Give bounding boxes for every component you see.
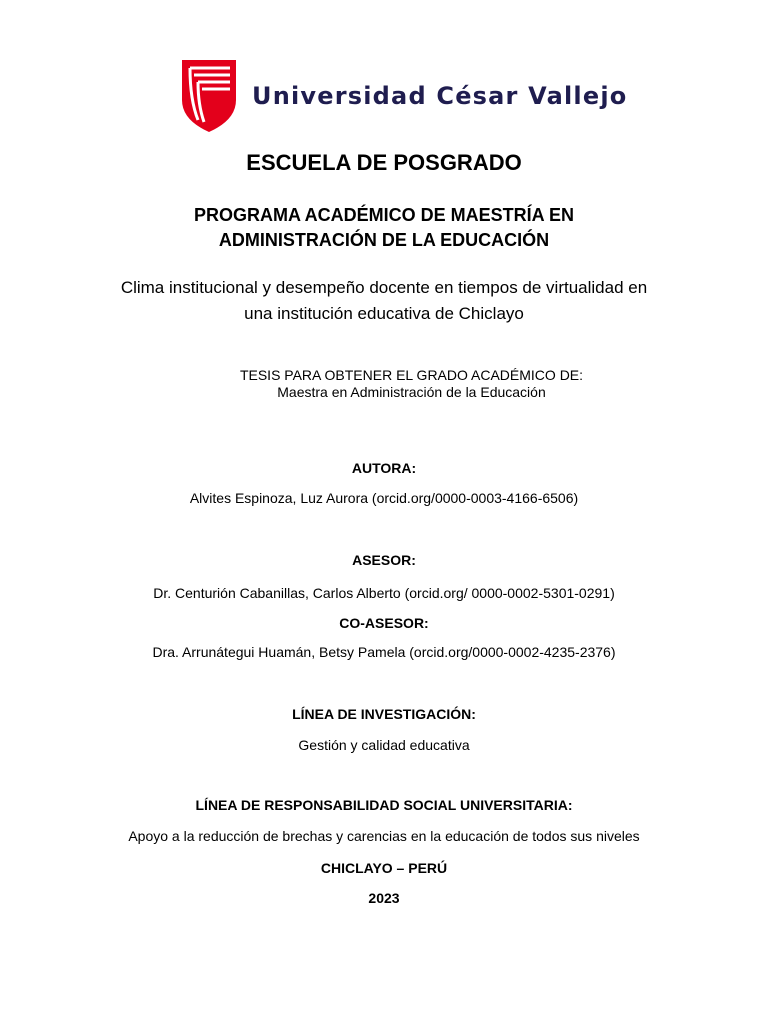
degree-statement-line-2: Maestra en Administración de la Educación	[277, 384, 546, 400]
thesis-title	[0, 275, 768, 327]
coadvisor-value: Dra. Arrunátegui Huamán, Betsy Pamela (orcid.org/0000-0002-4235-2376)	[152, 644, 616, 660]
program-line-1: PROGRAMA ACADÉMICO DE MAESTRÍA EN	[193, 205, 574, 225]
program-name	[0, 203, 768, 253]
advisor-label: ASESOR:	[352, 552, 416, 568]
social-line-label: LÍNEA DE RESPONSABILIDAD SOCIAL UNIVERSITARIA:	[195, 797, 573, 813]
year: 2023	[368, 890, 400, 906]
university-name: Universidad César Vallejo	[252, 82, 628, 110]
coadvisor-label: CO-ASESOR:	[339, 615, 429, 631]
degree-statement-line-1: TESIS PARA OBTENER EL GRADO ACADÉMICO DE:	[239, 367, 584, 383]
research-line-value: Gestión y calidad educativa	[298, 737, 470, 753]
place: CHICLAYO – PERÚ	[320, 860, 448, 876]
thesis-title-line-2: una institución educativa de Chiclayo	[244, 304, 524, 323]
social-line-value: Apoyo a la reducción de brechas y carencias en la educación de todos sus niveles	[128, 828, 640, 844]
author-label: AUTORA:	[351, 460, 417, 476]
school-name: ESCUELA DE POSGRADO	[246, 150, 522, 175]
thesis-title-line-1: Clima institucional y desempeño docente en tiempos de virtualidad en	[120, 278, 648, 297]
research-line-label: LÍNEA DE INVESTIGACIÓN:	[292, 706, 476, 722]
degree-statement	[0, 367, 768, 401]
advisor-value: Dr. Centurión Cabanillas, Carlos Alberto (orcid.org/ 0000-0002-5301-0291)	[153, 585, 615, 601]
author-value: Alvites Espinoza, Luz Aurora (orcid.org/0000-0003-4166-6506)	[189, 490, 579, 506]
university-logo	[180, 60, 628, 132]
program-line-2: ADMINISTRACIÓN DE LA EDUCACIÓN	[218, 230, 550, 250]
university-shield-icon	[180, 60, 238, 132]
